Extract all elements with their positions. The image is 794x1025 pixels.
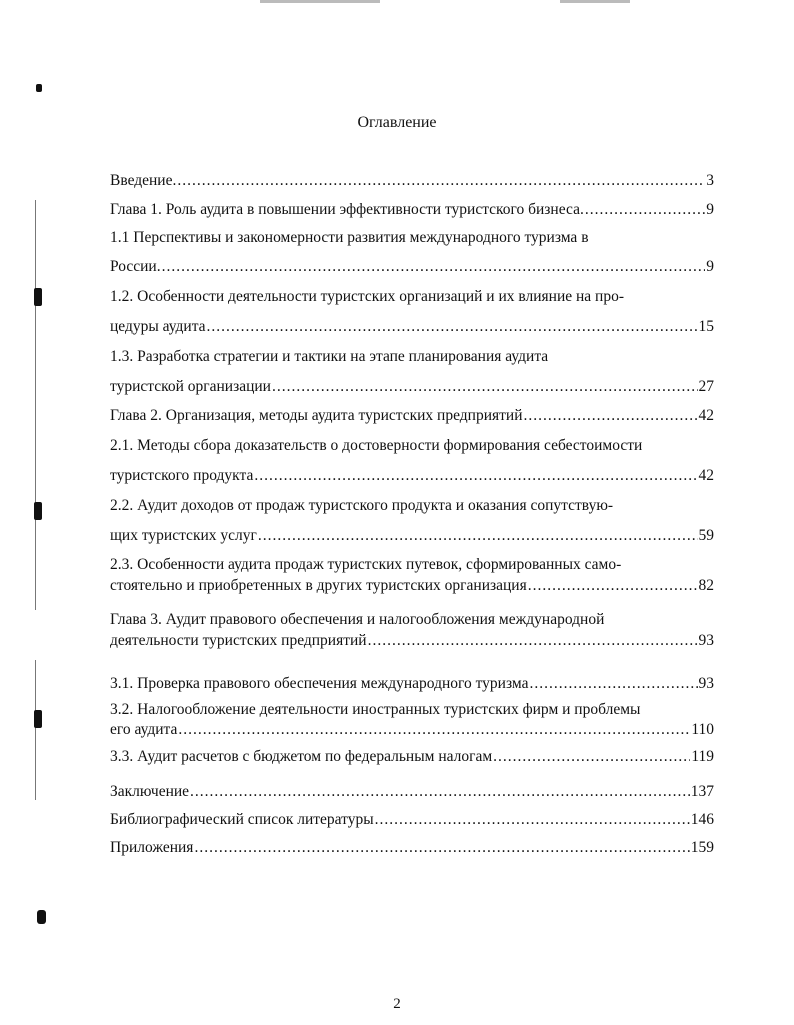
dot-leader [585, 200, 705, 220]
toc-entry-page: 9 [706, 201, 714, 218]
toc-entry-page: 119 [691, 748, 714, 765]
punch-mark-1 [34, 288, 42, 306]
toc-entry-page: 3 [706, 172, 714, 189]
toc-entry-title: Глава 1. Роль аудита в повышении эффективности туристского бизнеса. [110, 201, 584, 218]
toc-entry[interactable] [110, 576, 714, 596]
toc-entry[interactable] [110, 171, 714, 191]
dot-leader [162, 257, 706, 277]
toc-entry-page: 110 [691, 721, 714, 738]
dot-leader [493, 747, 690, 767]
page-title: Оглавление [357, 114, 437, 131]
punch-mark-3 [34, 710, 42, 728]
toc-entry-page: 15 [698, 318, 714, 335]
toc-entry-title-line[interactable]: 2.3. Особенности аудита продаж туристских путевок, сформированных само- [110, 556, 622, 573]
toc-entry[interactable] [110, 317, 714, 337]
dot-leader [194, 838, 689, 858]
toc-entry-title: России. [110, 258, 161, 275]
dot-leader [190, 782, 690, 802]
binding-line-1 [35, 200, 36, 610]
scan-artifact-top-1 [260, 0, 380, 3]
toc-entry-title-line[interactable]: 3.2. Налогообложение деятельности иностранных туристских фирм и проблемы [110, 701, 641, 718]
toc-entry-page: 59 [698, 527, 714, 544]
toc-entry-title-line[interactable]: 1.1 Перспективы и закономерности развития международного туризма в [110, 229, 589, 246]
toc-entry-page: 42 [698, 407, 714, 424]
toc-entry-title: туристской организации [110, 378, 271, 395]
binding-line-2 [35, 660, 36, 800]
toc-entry-page: 42 [698, 467, 714, 484]
toc-entry[interactable] [110, 377, 714, 397]
dot-leader [272, 377, 698, 397]
dot-leader [375, 810, 690, 830]
toc-entry-page: 93 [698, 632, 714, 649]
scan-speck [36, 84, 42, 92]
toc-entry-title: щих туристских услуг [110, 527, 257, 544]
toc-entry[interactable] [110, 200, 714, 220]
scan-artifact-top-2 [560, 0, 630, 3]
toc-entry-title: 3.1. Проверка правового обеспечения международного туризма [110, 675, 529, 692]
toc-entry-title: туристского продукта [110, 467, 254, 484]
dot-leader [368, 631, 698, 651]
toc-entry-title-line[interactable]: 2.1. Методы сбора доказательств о достоверности формирования себестоимости [110, 437, 643, 454]
toc-entry[interactable] [110, 466, 714, 486]
toc-entry-title: Глава 2. Организация, методы аудита туристских предприятий [110, 407, 523, 424]
toc-entry-page: 93 [698, 675, 714, 692]
dot-leader [254, 466, 697, 486]
toc-entry[interactable] [110, 810, 714, 830]
toc-entry-title-line[interactable]: 1.2. Особенности деятельности туристских организаций и их влияние на про- [110, 288, 625, 305]
toc-entry-title-line[interactable]: 1.3. Разработка стратегии и тактики на этапе планирования аудита [110, 348, 549, 365]
punch-mark-2 [34, 502, 42, 520]
toc-entry[interactable] [110, 406, 714, 426]
page-number: 2 [393, 996, 401, 1012]
toc-entry-title-line[interactable]: Глава 3. Аудит правового обеспечения и налогообложения международной [110, 611, 605, 628]
toc-entry-title: 3.3. Аудит расчетов с бюджетом по федеральным налогам [110, 748, 493, 765]
toc-entry-page: 9 [706, 258, 714, 275]
dot-leader [207, 317, 698, 337]
dot-leader [178, 720, 690, 740]
toc-entry[interactable] [110, 838, 714, 858]
toc-entry-title: Введение. [110, 172, 177, 189]
toc-entry-title: деятельности туристских предприятий [110, 632, 367, 649]
toc-entry[interactable] [110, 674, 714, 694]
toc-entry[interactable] [110, 782, 714, 802]
dot-leader [177, 171, 705, 191]
toc-entry[interactable] [110, 631, 714, 651]
toc-entry-title: Приложения [110, 839, 194, 856]
toc-entry-title: его аудита [110, 721, 178, 738]
toc-entry-title: Библиографический список литературы [110, 811, 374, 828]
toc-entry[interactable] [110, 747, 714, 767]
toc-entry[interactable] [110, 526, 714, 546]
dot-leader [524, 406, 698, 426]
toc-entry-page: 146 [690, 811, 714, 828]
toc-entry-page: 159 [690, 839, 714, 856]
toc-entry[interactable] [110, 257, 714, 277]
toc-entry-title-line[interactable]: 2.2. Аудит доходов от продаж туристского продукта и оказания сопутствую- [110, 497, 614, 514]
dot-leader [528, 576, 698, 596]
toc-entry-page: 82 [698, 577, 714, 594]
toc-entry[interactable] [110, 720, 714, 740]
punch-mark-4 [37, 910, 46, 924]
dot-leader [529, 674, 697, 694]
toc-entry-page: 27 [698, 378, 714, 395]
toc-entry-page: 137 [690, 783, 714, 800]
toc-entry-title: цедуры аудита [110, 318, 206, 335]
toc-entry-title: Заключение [110, 783, 190, 800]
toc-entry-title: стоятельно и приобретенных в других туристских организация [110, 577, 527, 594]
dot-leader [258, 526, 698, 546]
